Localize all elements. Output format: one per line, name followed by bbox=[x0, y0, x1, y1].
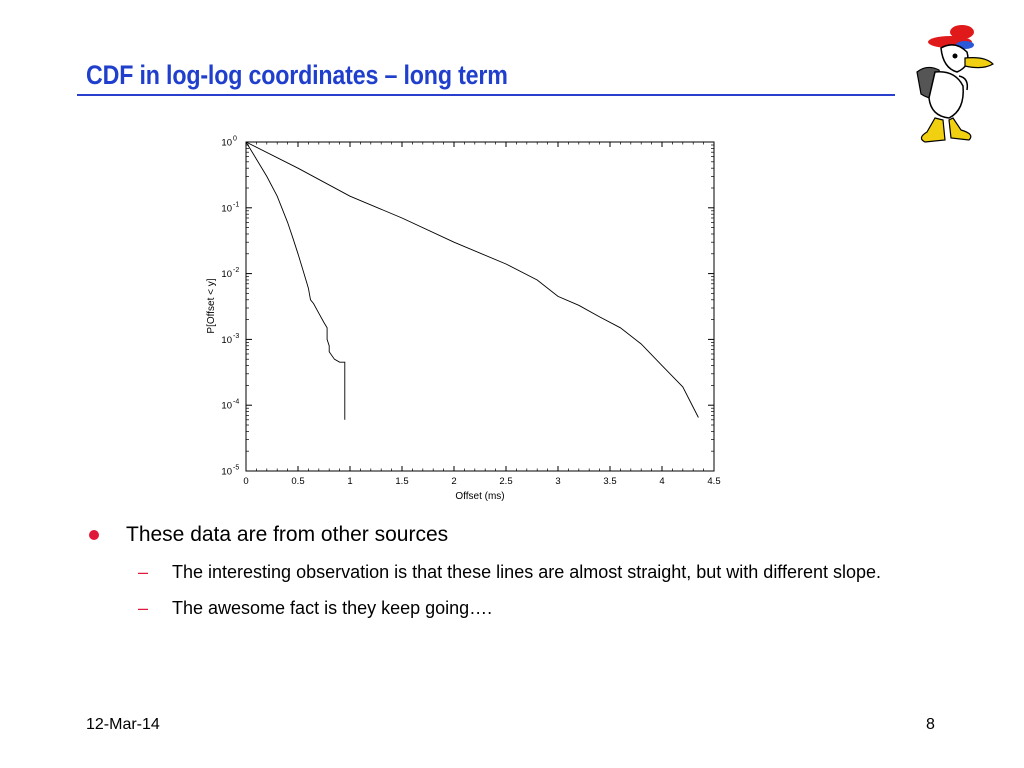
y-tick-exponent: -4 bbox=[233, 398, 240, 406]
series-lines bbox=[246, 142, 698, 420]
y-tick-exponent: -3 bbox=[233, 332, 240, 340]
bullet-dot-icon bbox=[89, 530, 99, 540]
sub-bullet-text: The interesting observation is that these lines are almost straight, but with different slope. bbox=[172, 562, 882, 582]
y-tick-label: 10 bbox=[221, 203, 232, 215]
y-tick-labels bbox=[221, 136, 239, 478]
sub-bullet-item bbox=[86, 595, 946, 622]
bullet-item bbox=[86, 520, 946, 550]
series-line bbox=[246, 142, 698, 418]
x-tick-label: 1.5 bbox=[395, 476, 409, 487]
y-tick-exponent: -1 bbox=[233, 201, 240, 209]
x-tick-label: 4.5 bbox=[707, 476, 721, 487]
x-tick-label: 2.5 bbox=[499, 476, 513, 487]
y-tick-label: 10 bbox=[221, 334, 232, 346]
series-line bbox=[246, 142, 345, 420]
y-axis-label: P[Offset < y] bbox=[206, 278, 217, 334]
sub-bullet-text: The awesome fact is they keep going…. bbox=[172, 598, 493, 618]
duck-mascot-icon bbox=[905, 14, 1000, 149]
bullet-text: These data are from other sources bbox=[126, 523, 449, 546]
sub-bullet-item bbox=[86, 559, 946, 586]
plot-frame bbox=[246, 142, 714, 471]
x-tick-label: 0.5 bbox=[291, 476, 305, 487]
y-tick-exponent: 0 bbox=[233, 135, 237, 143]
footer-date: 12-Mar-14 bbox=[86, 716, 160, 733]
x-tick-label: 2 bbox=[451, 476, 457, 487]
x-tick-label: 4 bbox=[659, 476, 665, 487]
plot-area bbox=[221, 136, 720, 488]
bullet-list bbox=[86, 520, 946, 622]
slide-title: CDF in log-log coordinates – long term bbox=[86, 60, 508, 90]
x-tick-labels bbox=[243, 476, 720, 487]
y-tick-exponent: -5 bbox=[233, 464, 240, 472]
x-tick-label: 3.5 bbox=[603, 476, 617, 487]
axis-ticks bbox=[246, 142, 714, 471]
x-axis-label: Offset (ms) bbox=[455, 491, 505, 502]
x-tick-label: 0 bbox=[243, 476, 249, 487]
y-tick-label: 10 bbox=[221, 269, 232, 281]
x-tick-label: 1 bbox=[347, 476, 353, 487]
title-underline bbox=[77, 94, 895, 96]
y-tick-label: 10 bbox=[221, 400, 232, 412]
x-tick-label: 3 bbox=[555, 476, 561, 487]
y-tick-exponent: -2 bbox=[233, 267, 240, 275]
y-tick-label: 10 bbox=[221, 466, 232, 478]
y-tick-label: 10 bbox=[221, 137, 232, 149]
page-number: 8 bbox=[926, 716, 935, 733]
dash-icon: – bbox=[138, 598, 149, 618]
cdf-chart bbox=[190, 128, 730, 508]
dash-icon: – bbox=[138, 562, 149, 582]
